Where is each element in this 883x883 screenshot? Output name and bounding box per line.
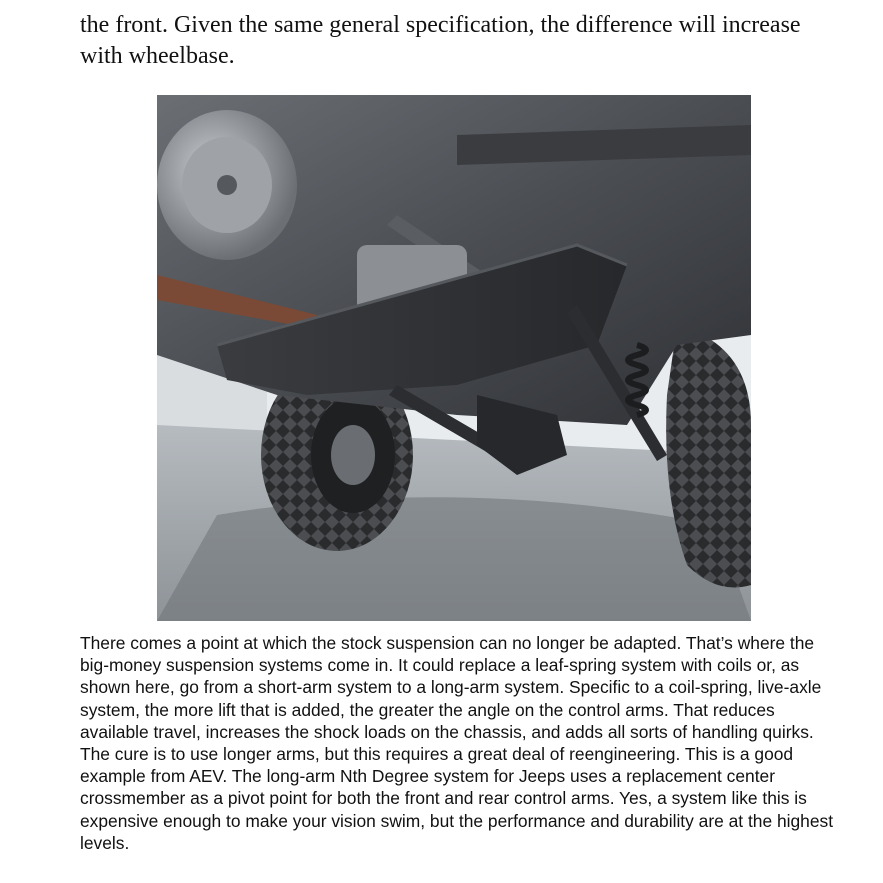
differential	[157, 110, 297, 260]
photo-caption: There comes a point at which the stock suspension can no longer be adapted. That’s where the big-money suspension systems come in. It could replace a leaf-spring system with coils or, as shown here, go from a short-arm system to a long-arm system. Specific to a coil-spring, live-axle system, the more lift that is added, the greater the angle on the control arms. That reduces available travel, increases the shock loads on the chassis, and adds all sorts of handling quirks. The cure is to use longer arms, but this requires a great deal of reengineering. This is a good example from AEV. The long-arm Nth Degree system for Jeeps uses a replacement center crossmember as a pivot point for both the front and rear control arms. Yes, a system like this is expensive enough to make your vision swim, but the performance and durability are at the highest levels.	[80, 633, 834, 853]
ground-shadow	[157, 497, 751, 621]
intro-paragraph: the front. Given the same general specification, the difference will increase with wheelbase.	[80, 12, 801, 69]
undercarriage-photo	[157, 95, 751, 621]
